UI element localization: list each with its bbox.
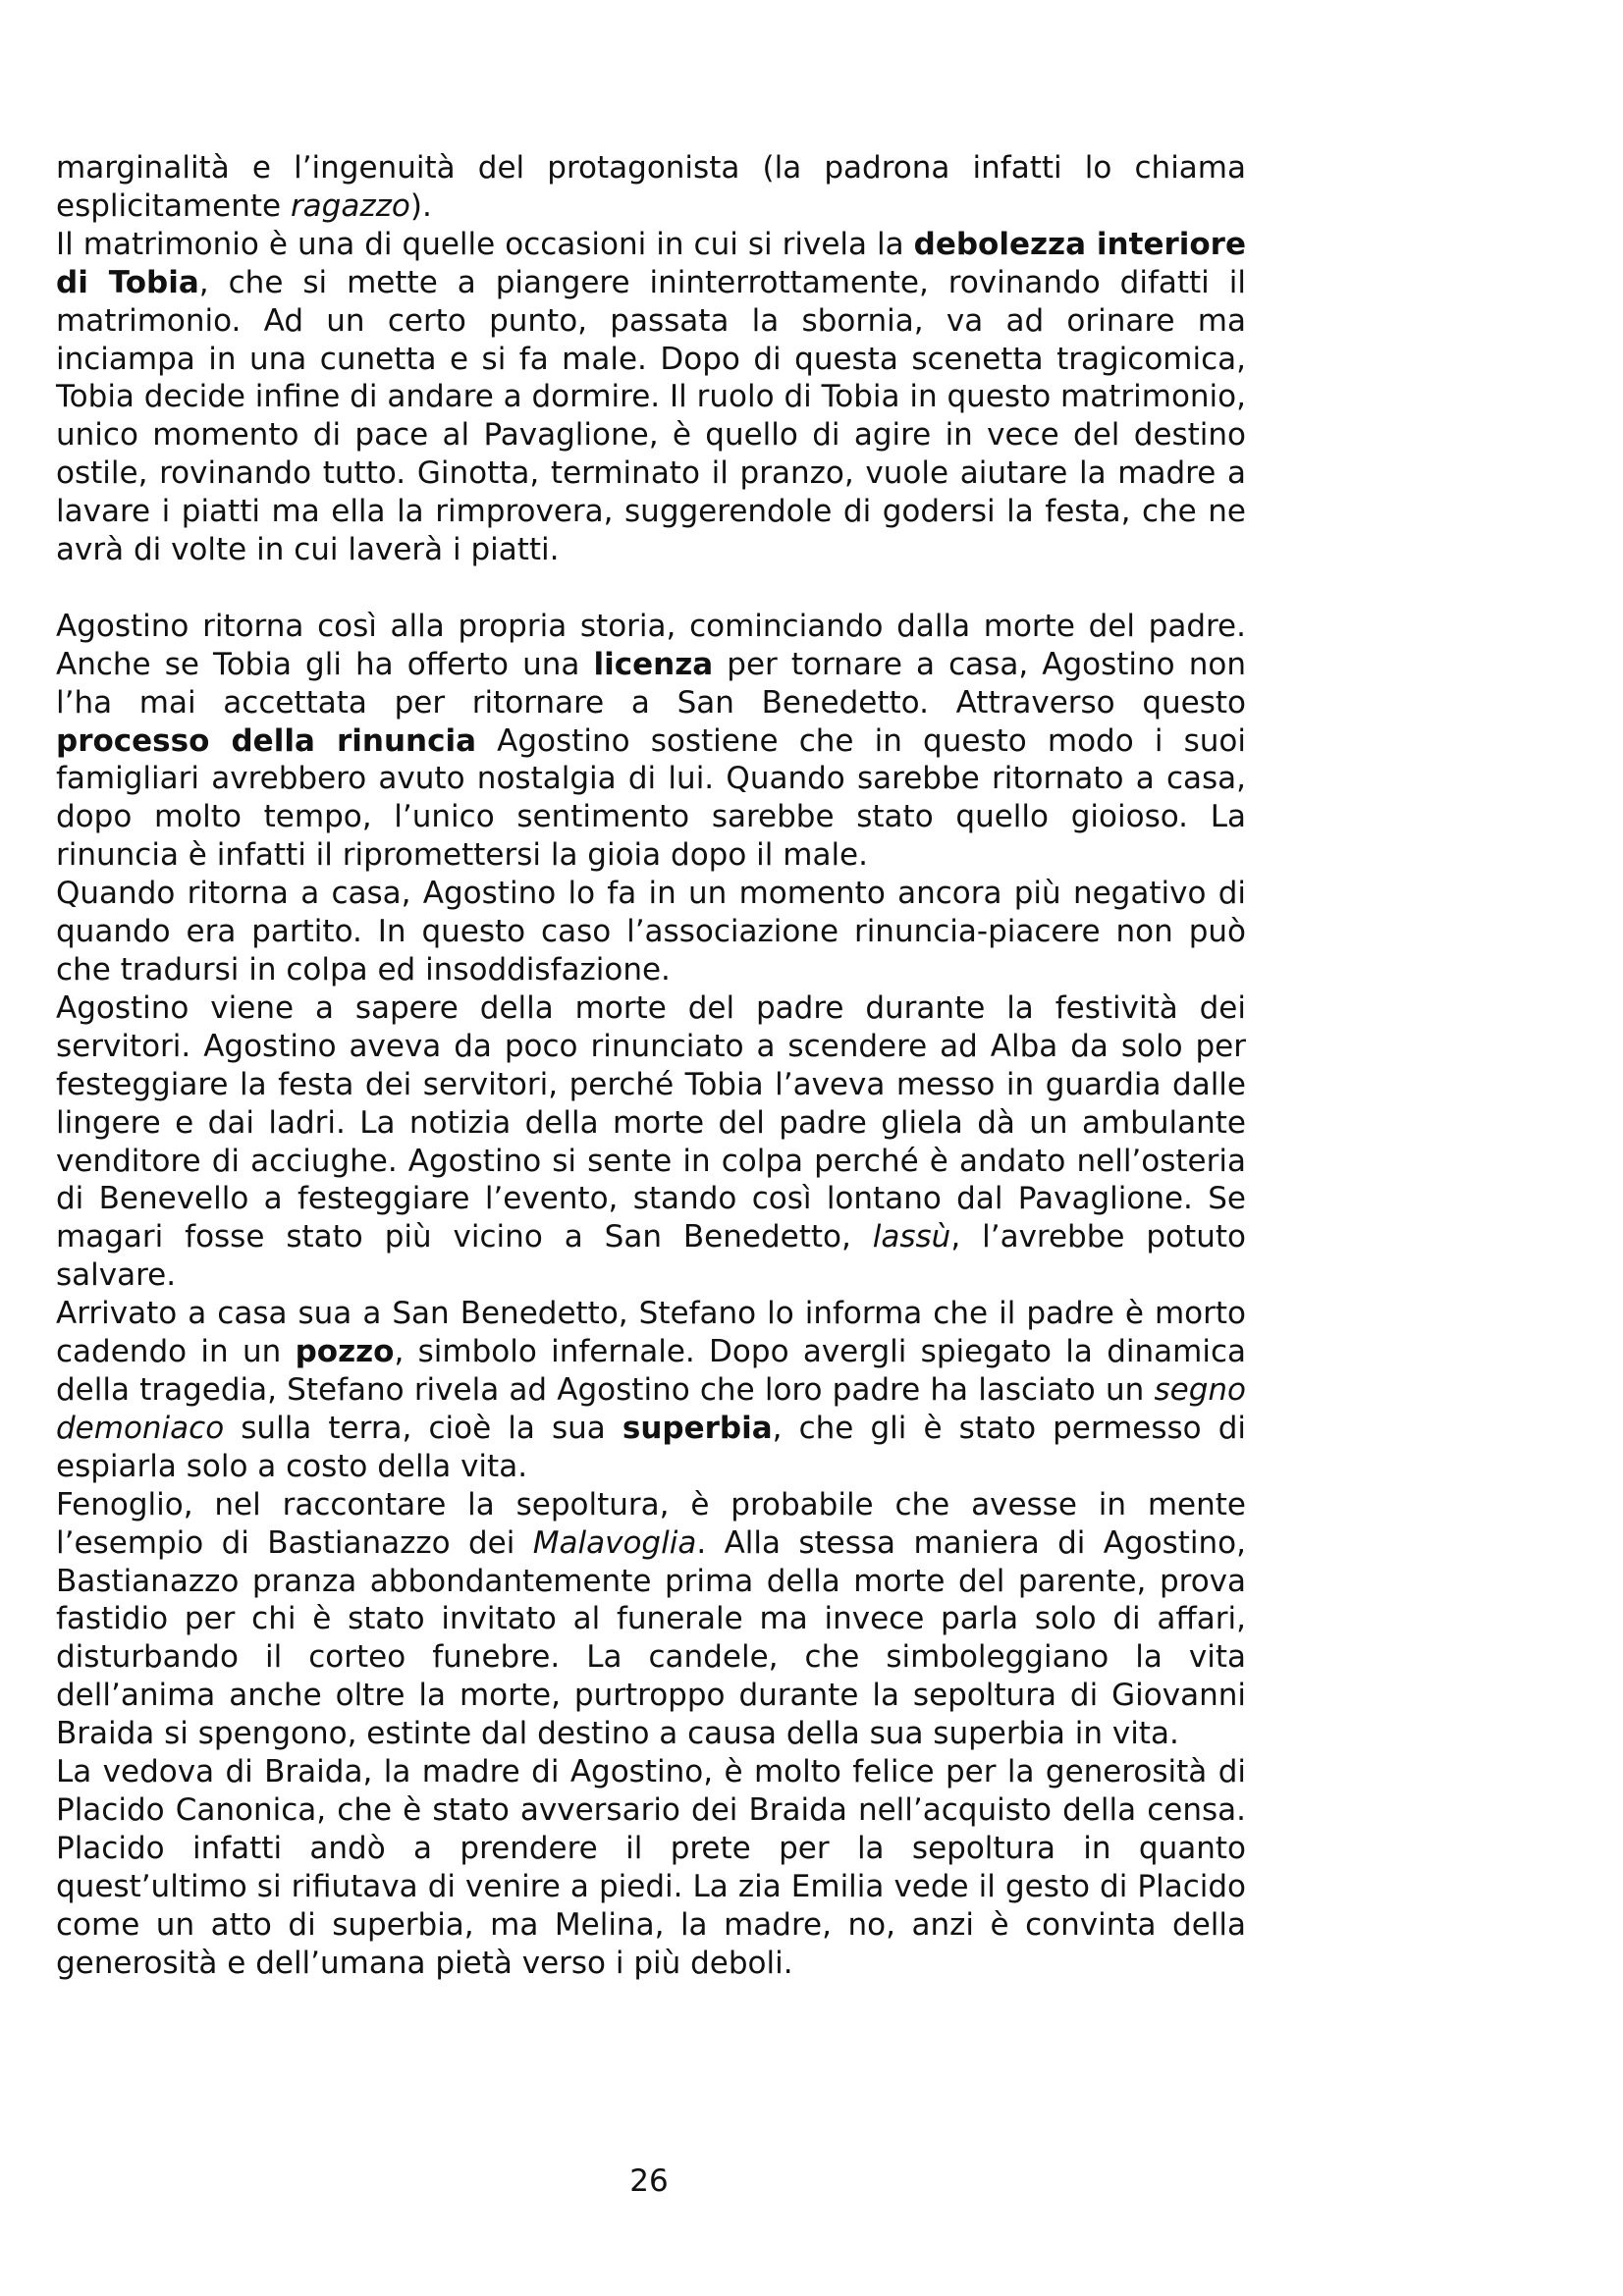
page-number: 26 (629, 2163, 669, 2199)
paragraph-6: Arrivato a casa sua a San Benedetto, Stefano lo informa che il padre è morto cadendo in un pozzo, simbolo infernale. Dopo avergli spiegato la dinamica della tragedia, Stefano rivela ad Agostino che loro padre ha lasciato un segno demoniaco sulla terra, cioè la sua superbia, che gli è stato permesso di espiarla solo a costo della vita. (56, 1296, 1246, 1484)
paragraph-5: Agostino viene a sapere della morte del padre durante la festività dei servitori. Agostino aveva da poco rinunciato a scendere ad Alba da solo per festeggiare la festa dei servitori, perché Tobia l’aveva messo in guardia dalle lingere e dai ladri. La notizia della morte del padre gliela dà un ambulante venditore di acciughe. Agostino si sente in colpa perché è andato nell’osteria di Benevello a festeggiare l’evento, stando così lontano dal Pavaglione. Se magari fosse stato più vicino a San Benedetto, lassù, l’avrebbe potuto salvare. (56, 989, 1246, 1294)
paragraph-8: La vedova di Braida, la madre di Agostino, è molto felice per la generosità di Placido Canonica, che è stato avversario dei Braida nell’acquisto della censa. Placido infatti andò a prendere il prete per la sepoltura in quanto quest’ultimo si rifiutava di venire a piedi. La zia Emilia vede il gesto di Placido come un atto di superbia, ma Melina, la madre, no, anzi è convinta della generosità e dell’umana pietà verso i più deboli. (56, 1754, 1246, 1981)
paragraph-7: Fenoglio, nel raccontare la sepoltura, è probabile che avesse in mente l’esempio di Bastianazzo dei Malavoglia. Alla stessa maniera di Agostino, Bastianazzo pranza abbondantemente prima della morte del parente, prova fastidio per chi è stato invitato al funerale ma invece parla solo di affari, disturbando il corteo funebre. La candele, che simboleggiano la vita dell’anima anche oltre la morte, purtroppo durante la sepoltura di Giovanni Braida si spengono, estinte dal destino a causa della sua superbia in vita. (56, 1486, 1247, 1752)
paragraph-1: marginalità e l’ingenuità del protagonista (la padrona infatti lo chiama esplicitamente ragazzo). (56, 150, 1246, 224)
paragraph-4: Quando ritorna a casa, Agostino lo fa in un momento ancora più negativo di quando era partito. In questo caso l’associazione rinuncia-piacere non può che tradursi in colpa ed insoddisfazione. (56, 876, 1246, 988)
paragraph-3: Agostino ritorna così alla propria storia, cominciando dalla morte del padre. Anche se Tobia gli ha offerto una licenza per tornare a casa, Agostino non l’ha mai accettata per ritornare a San Benedetto. Attraverso questo processo della rinuncia Agostino sostiene che in questo modo i suoi famigliari avrebbero avuto nostalgia di lui. Quando sarebbe ritornato a casa, dopo molto tempo, l’unico sentimento sarebbe stato quello gioioso. La rinuncia è infatti il ripromettersi la gioia dopo il male. (56, 608, 1247, 874)
paragraph-2: Il matrimonio è una di quelle occasioni in cui si rivela la debolezza interiore di Tobia, che si mette a piangere ininterrottamente, rovinando difatti il matrimonio. Ad un certo punto, passata la sbornia, va ad orinare ma inciampa in una cunetta e si fa male. Dopo di questa scenetta tragicomica, Tobia decide infine di andare a dormire. Il ruolo di Tobia in questo matrimonio, unico momento di pace al Pavaglione, è quello di agire in vece del destino ostile, rovinando tutto. Ginotta, terminato il pranzo, vuole aiutare la madre a lavare i piatti ma ella la rimprovera, suggerendole di godersi la festa, che ne avrà di volte in cui laverà i piatti. (56, 226, 1247, 568)
page-body (56, 149, 1246, 1982)
paragraph-spacer (56, 569, 1246, 608)
